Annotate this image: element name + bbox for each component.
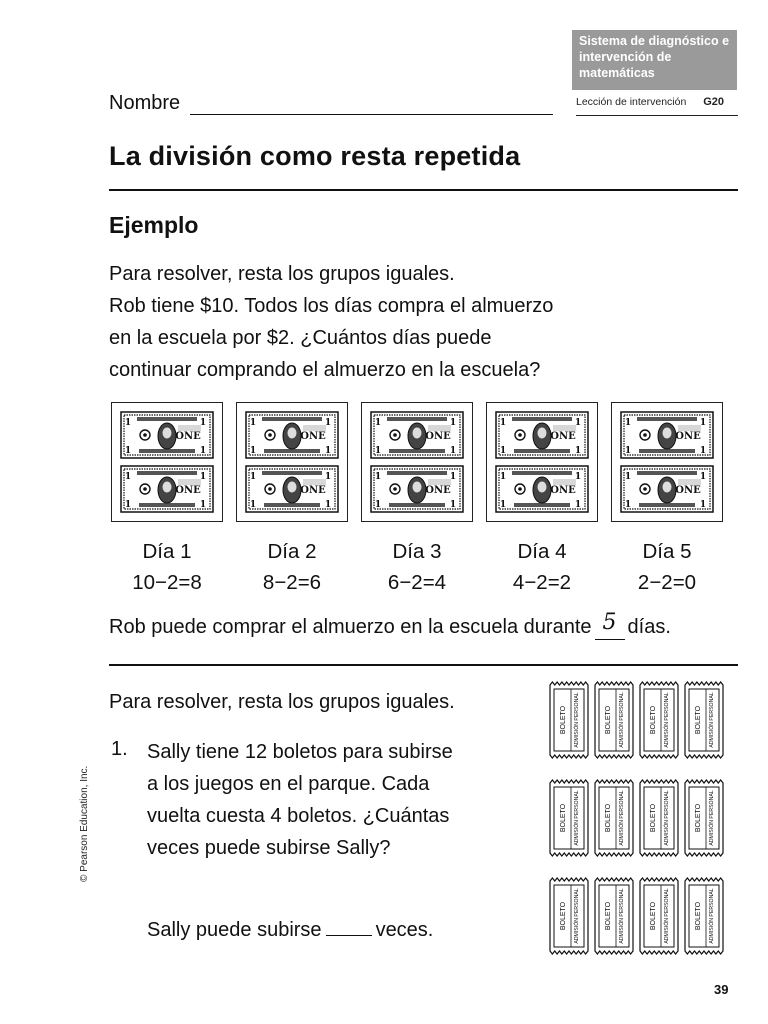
dollar-bills-day-1: [111, 402, 223, 522]
svg-text:1: 1: [124, 500, 132, 510]
day-column-3: [355, 536, 479, 598]
dollar-bill-icon: [121, 412, 213, 458]
svg-text:ONE: ONE: [175, 431, 201, 442]
ticket-icon: [595, 878, 633, 954]
problem-line: a los juegos en el parque. Cada: [147, 773, 430, 795]
dollar-bills-day-3: [361, 402, 473, 522]
dollar-bill-icon: [496, 466, 588, 512]
svg-text:ONE: ONE: [675, 431, 701, 442]
dollar-bill-pair: [237, 403, 349, 523]
svg-text:1: 1: [324, 500, 332, 510]
day-column-5: [605, 536, 729, 598]
example-line: Rob tiene $10. Todos los días compra el almuerzo: [109, 295, 554, 317]
answer-blank: [595, 610, 625, 640]
svg-text:ONE: ONE: [425, 431, 451, 442]
svg-text:ADMISIÓN PERSONAL: ADMISIÓN PERSONAL: [664, 888, 670, 944]
day-column-4: [480, 536, 604, 598]
answer-unit: días.: [627, 616, 671, 638]
svg-text:1: 1: [124, 418, 132, 428]
dollar-bill-icon: [621, 412, 713, 458]
section-divider: [109, 664, 738, 666]
ticket-icon: [595, 780, 633, 856]
day-equation: 2−2=0: [637, 571, 697, 594]
svg-text:ADMISIÓN PERSONAL: ADMISIÓN PERSONAL: [619, 888, 625, 944]
svg-text:ONE: ONE: [300, 485, 326, 496]
dollar-bill-icon: [246, 412, 338, 458]
svg-text:1: 1: [249, 500, 257, 510]
svg-text:ADMISIÓN PERSONAL: ADMISIÓN PERSONAL: [574, 692, 580, 748]
ticket-icon: [640, 682, 678, 758]
lesson-code: G20: [703, 96, 724, 108]
svg-text:BOLETO: BOLETO: [605, 901, 612, 931]
dollar-bill-pair: [112, 403, 224, 523]
svg-text:BOLETO: BOLETO: [560, 803, 567, 833]
example-line: Para resolver, resta los grupos iguales.: [109, 263, 455, 285]
svg-text:BOLETO: BOLETO: [650, 705, 657, 735]
dollar-bill-pair: [362, 403, 474, 523]
page-title: La división como resta repetida: [109, 141, 521, 171]
ticket-icon: [595, 682, 633, 758]
svg-text:1: 1: [324, 446, 332, 456]
example-line: continuar comprando el almuerzo en la escuela?: [109, 359, 541, 381]
title-divider: [109, 189, 738, 191]
dollar-bills-day-4: [486, 402, 598, 522]
problem-intro: Para resolver, resta los grupos iguales.: [109, 691, 455, 713]
example-line: en la escuela por $2. ¿Cuántos días puede: [109, 327, 492, 349]
svg-text:BOLETO: BOLETO: [695, 901, 702, 931]
dollar-bill-icon: [496, 412, 588, 458]
ticket-icon: [550, 780, 588, 856]
svg-text:1: 1: [499, 446, 507, 456]
svg-text:1: 1: [449, 472, 457, 482]
name-label: Nombre: [109, 92, 181, 114]
ticket-icon: [685, 682, 723, 758]
day-label: Día 4: [517, 540, 567, 563]
svg-text:1: 1: [374, 500, 382, 510]
day-label: Día 2: [267, 540, 317, 563]
day-label: Día 1: [142, 540, 192, 563]
svg-text:1: 1: [499, 500, 507, 510]
answer-value: 5: [602, 610, 617, 635]
problem-answer-unit: veces.: [375, 919, 434, 941]
svg-text:ONE: ONE: [550, 431, 576, 442]
problem-answer: [147, 919, 433, 942]
svg-text:1: 1: [574, 500, 582, 510]
svg-text:1: 1: [199, 472, 207, 482]
ticket-icon: [685, 780, 723, 856]
svg-text:1: 1: [499, 472, 507, 482]
copyright: © Pearson Education, Inc.: [79, 765, 90, 882]
svg-text:1: 1: [199, 500, 207, 510]
series-title-box: Sistema de diagnóstico e intervención de matemáticas: [572, 30, 737, 90]
dollar-bill-pair: [487, 403, 599, 523]
day-equation: 10−2=8: [132, 571, 202, 594]
svg-text:ADMISIÓN PERSONAL: ADMISIÓN PERSONAL: [709, 888, 715, 944]
svg-text:1: 1: [624, 500, 632, 510]
lesson-line: [576, 96, 738, 116]
day-label: Día 3: [392, 540, 442, 563]
svg-text:ONE: ONE: [300, 431, 326, 442]
svg-text:ADMISIÓN PERSONAL: ADMISIÓN PERSONAL: [709, 790, 715, 846]
example-answer: [109, 610, 671, 640]
dollar-bill-icon: [371, 466, 463, 512]
svg-text:1: 1: [124, 472, 132, 482]
svg-text:1: 1: [374, 446, 382, 456]
name-field[interactable]: [190, 114, 553, 115]
svg-text:ADMISIÓN PERSONAL: ADMISIÓN PERSONAL: [574, 790, 580, 846]
svg-text:BOLETO: BOLETO: [605, 803, 612, 833]
answer-text: Rob puede comprar el almuerzo en la escuela durante: [109, 616, 592, 638]
day-equation: 6−2=4: [387, 571, 447, 594]
dollar-bill-icon: [371, 412, 463, 458]
problem-line: veces puede subirse Sally?: [147, 837, 391, 859]
problem-answer-text: Sally puede subirse: [147, 919, 322, 941]
svg-text:ADMISIÓN PERSONAL: ADMISIÓN PERSONAL: [709, 692, 715, 748]
dollar-bills-day-2: [236, 402, 348, 522]
svg-text:1: 1: [449, 418, 457, 428]
ticket-icon: [550, 878, 588, 954]
svg-text:ONE: ONE: [550, 485, 576, 496]
svg-text:ONE: ONE: [425, 485, 451, 496]
svg-text:BOLETO: BOLETO: [560, 901, 567, 931]
day-column-2: [230, 536, 354, 598]
svg-text:1: 1: [374, 472, 382, 482]
dollar-bill-pair: [612, 403, 724, 523]
svg-text:BOLETO: BOLETO: [695, 705, 702, 735]
svg-text:1: 1: [499, 418, 507, 428]
svg-text:1: 1: [699, 472, 707, 482]
svg-text:1: 1: [374, 418, 382, 428]
tickets-illustration: [548, 680, 733, 960]
problem-number: 1.: [111, 738, 128, 760]
svg-text:1: 1: [624, 418, 632, 428]
svg-text:1: 1: [249, 446, 257, 456]
svg-text:1: 1: [199, 418, 207, 428]
svg-text:1: 1: [449, 500, 457, 510]
day-column-1: [105, 536, 229, 598]
svg-text:1: 1: [699, 500, 707, 510]
svg-text:1: 1: [324, 472, 332, 482]
ticket-icon: [640, 780, 678, 856]
example-text: [109, 258, 553, 386]
problem-answer-blank[interactable]: [326, 935, 372, 936]
problem-line: Sally tiene 12 boletos para subirse: [147, 741, 453, 763]
svg-text:1: 1: [624, 446, 632, 456]
page-number: 39: [714, 982, 729, 997]
problem-text: [147, 736, 517, 864]
svg-text:BOLETO: BOLETO: [650, 901, 657, 931]
svg-text:1: 1: [624, 472, 632, 482]
svg-text:1: 1: [574, 418, 582, 428]
svg-text:1: 1: [699, 418, 707, 428]
svg-text:ONE: ONE: [675, 485, 701, 496]
example-heading: Ejemplo: [109, 212, 199, 238]
svg-text:BOLETO: BOLETO: [695, 803, 702, 833]
svg-text:BOLETO: BOLETO: [605, 705, 612, 735]
ticket-icon: [550, 682, 588, 758]
day-label: Día 5: [642, 540, 692, 563]
svg-text:1: 1: [699, 446, 707, 456]
svg-text:1: 1: [449, 446, 457, 456]
svg-text:ADMISIÓN PERSONAL: ADMISIÓN PERSONAL: [664, 790, 670, 846]
dollar-bill-icon: [621, 466, 713, 512]
svg-text:1: 1: [324, 418, 332, 428]
svg-text:1: 1: [124, 446, 132, 456]
ticket-icon: [685, 878, 723, 954]
svg-text:1: 1: [249, 472, 257, 482]
svg-text:BOLETO: BOLETO: [650, 803, 657, 833]
svg-text:1: 1: [574, 446, 582, 456]
svg-text:1: 1: [574, 472, 582, 482]
dollar-bills-day-5: [611, 402, 723, 522]
dollar-bill-icon: [246, 466, 338, 512]
svg-text:ADMISIÓN PERSONAL: ADMISIÓN PERSONAL: [574, 888, 580, 944]
svg-text:1: 1: [249, 418, 257, 428]
svg-text:1: 1: [199, 446, 207, 456]
lesson-label: Lección de intervención: [576, 96, 687, 108]
svg-text:ADMISIÓN PERSONAL: ADMISIÓN PERSONAL: [619, 790, 625, 846]
dollar-bill-icon: [121, 466, 213, 512]
svg-text:ONE: ONE: [175, 485, 201, 496]
day-equation: 4−2=2: [512, 571, 572, 594]
svg-text:ADMISIÓN PERSONAL: ADMISIÓN PERSONAL: [664, 692, 670, 748]
ticket-icon: [640, 878, 678, 954]
problem-line: vuelta cuesta 4 boletos. ¿Cuántas: [147, 805, 450, 827]
day-equation: 8−2=6: [262, 571, 322, 594]
svg-text:ADMISIÓN PERSONAL: ADMISIÓN PERSONAL: [619, 692, 625, 748]
svg-text:BOLETO: BOLETO: [560, 705, 567, 735]
